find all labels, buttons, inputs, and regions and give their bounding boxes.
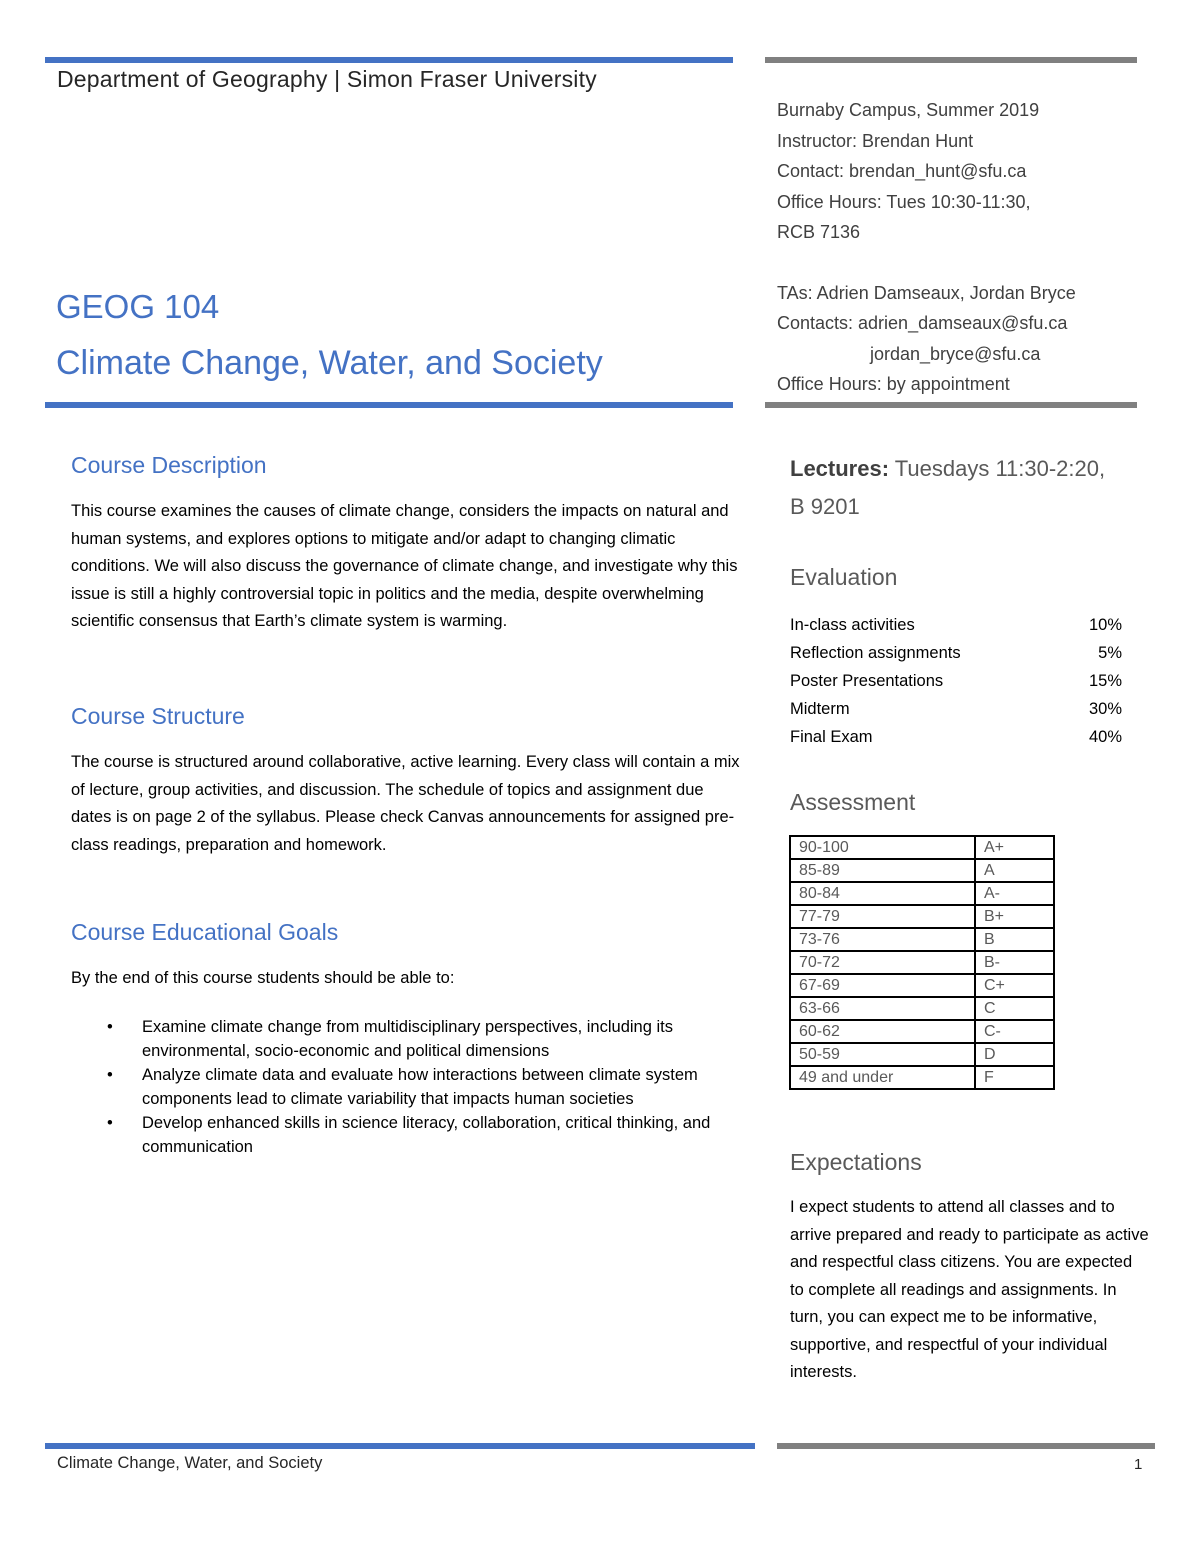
table-row: 77-79 B+ xyxy=(790,905,1054,928)
footer-title: Climate Change, Water, and Society xyxy=(57,1454,323,1472)
list-item: • Analyze climate data and evaluate how interactions between climate system components lead to climate variability that impacts human societies xyxy=(71,1063,751,1111)
evaluation-heading: Evaluation xyxy=(790,564,898,590)
table-row: 63-66 C xyxy=(790,997,1054,1020)
table-row: Midterm 30% xyxy=(790,700,1122,718)
table-row: 73-76 B xyxy=(790,928,1054,951)
goals-intro: By the end of this course students should be able to: xyxy=(71,969,455,987)
lectures-time: Tuesdays 11:30-2:20, xyxy=(889,456,1106,481)
page-number: 1 xyxy=(1134,1456,1143,1473)
ta-names: TAs: Adrien Damseaux, Jordan Bryce xyxy=(777,282,1076,303)
table-row: 90-100 A+ xyxy=(790,836,1054,859)
footer-rule-right xyxy=(777,1443,1155,1449)
lectures-label: Lectures: xyxy=(790,456,890,481)
ta-contact-2: jordan_bryce@sfu.ca xyxy=(870,343,1041,364)
table-row: 49 and under F xyxy=(790,1066,1054,1089)
table-row: 85-89 A xyxy=(790,859,1054,882)
assessment-heading: Assessment xyxy=(790,789,916,815)
bullet: • xyxy=(107,1018,113,1036)
bullet: • xyxy=(107,1066,113,1084)
course-code: GEOG 104 xyxy=(56,288,220,325)
list-item: • Develop enhanced skills in science literacy, collaboration, critical thinking, and communication xyxy=(71,1111,751,1159)
lectures-room: B 9201 xyxy=(790,494,860,519)
table-row: In-class activities 10% xyxy=(790,616,1122,634)
lectures-info xyxy=(790,450,1170,526)
title-rule-left xyxy=(45,402,733,408)
footer-rule-left xyxy=(45,1443,755,1449)
course-title: Climate Change, Water, and Society xyxy=(56,344,603,382)
expectations-heading: Expectations xyxy=(790,1149,922,1175)
instructor-name: Instructor: Brendan Hunt xyxy=(777,130,974,151)
list-item: • Examine climate change from multidisciplinary perspectives, including its environmental, socio-economic and political dimensions xyxy=(71,1015,751,1063)
course-description-text: This course examines the causes of climate change, considers the impacts on natural and human systems, and explores options to mitigate and/or adapt to changing climatic conditions. We will also discuss the governance of climate change, and investigate why this issue is still a highly controversial topic in politics and the media, despite overwhelming scientific consensus that Earth’s climate system is warming. xyxy=(71,502,738,630)
office-hours: Office Hours: Tues 10:30-11:30, xyxy=(777,191,1031,212)
title-rule-right xyxy=(765,402,1137,408)
course-structure-text: The course is structured around collaborative, active learning. Every class will contain a mix of lecture, group activities, and discussion. The schedule of topics and assignment due dates is on page 2 of the syllabus. Please check Canvas announcements for assigned pre-class readings, preparation and homework. xyxy=(71,753,740,854)
expectations-text: I expect students to attend all classes and to arrive prepared and ready to participate as active and respectful class citizens. You are expected to complete all readings and assignments. In turn, you can expect me to be informative, supportive, and respectful of your individual interests. xyxy=(790,1198,1149,1381)
ta-contacts: Contacts: adrien_damseaux@sfu.ca xyxy=(777,313,1068,333)
instructor-info xyxy=(777,95,1157,400)
department-heading: Department of Geography | Simon Fraser University xyxy=(57,66,597,92)
table-row: 70-72 B- xyxy=(790,951,1054,974)
table-row: 50-59 D xyxy=(790,1043,1054,1066)
bullet: • xyxy=(107,1114,113,1132)
evaluation-table xyxy=(790,611,1122,751)
office-location: RCB 7136 xyxy=(777,222,861,242)
grade-table-wrap xyxy=(789,835,1055,1090)
ta-office-hours: Office Hours: by appointment xyxy=(777,374,1010,394)
goals-heading: Course Educational Goals xyxy=(71,919,339,945)
campus-term: Burnaby Campus, Summer 2019 xyxy=(777,100,1040,120)
table-row: Final Exam 40% xyxy=(790,728,1122,746)
header-rule-right xyxy=(765,57,1137,63)
table-row: 60-62 C- xyxy=(790,1020,1054,1043)
course-description-heading: Course Description xyxy=(71,452,267,478)
instructor-contact: Contact: brendan_hunt@sfu.ca xyxy=(777,161,1027,181)
course-structure-heading: Course Structure xyxy=(71,703,245,729)
goals-list xyxy=(71,1015,751,1159)
header-rule-left xyxy=(45,57,733,63)
table-row: Reflection assignments 5% xyxy=(790,644,1122,662)
table-row: 80-84 A- xyxy=(790,882,1054,905)
table-row: 67-69 C+ xyxy=(790,974,1054,997)
grade-table xyxy=(789,835,1055,1090)
table-row: Poster Presentations 15% xyxy=(790,672,1122,690)
